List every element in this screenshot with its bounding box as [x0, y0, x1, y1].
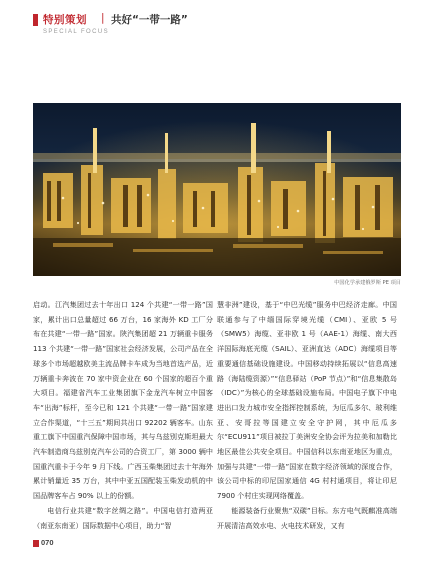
left-paragraph-2: 电信行业共建“数字丝绸之路”。中国电信打造两亚（南亚东南亚）国际数据中心项目，助力“智 [33, 505, 213, 530]
topic-title: 共好“一带一路” [111, 14, 188, 26]
photo-caption: 中国化学承建俄罗斯 PE 项目 [334, 280, 401, 286]
header-separator: | [101, 12, 105, 24]
page-header [33, 10, 413, 42]
page-number: 070 [41, 538, 54, 547]
refinery-night-photo [33, 103, 401, 276]
section-marker [33, 14, 38, 26]
left-column [33, 298, 213, 533]
section-title: 特别策划 [43, 14, 87, 26]
right-paragraph-1: 慧非洲”建设，基于“中巴光缆”服务中巴经济走廊。中国联通参与了中缅国际穿境光缆（CMI）、亚欧 5 号（SMW5）海缆、亚非欧 1 号（AAE-1）海缆、南大西洋国际海底光缆（SAIL）、亚洲直达（ADC）海缆项目等重要通信基础设施建设。中国移动持续拓展以“信息高速路（海陆缆资源）”“信息驿站（PoP 节点）”和“信息集散岛（IDC）”为核心的全球基础设施布局。中国电子旗下中电进出口发力城市安全指挥控制系统，为厄瓜多尔、玻利维亚、安哥拉等国建立安全守护网，其中厄瓜多尔“ECU911”项目被拉丁美洲安全协会评为拉美和加勒比地区最佳公共安全项目。中国信科以东南亚地区为重点，加强与共建“一带一路”国家在数字经济领域的深度合作，该公司中标的印尼国家通信 4G 村村通项目，将让印尼 7900 个村庄实现网络覆盖。 [217, 300, 397, 501]
page-number-marker [33, 540, 39, 547]
section-english-title: SPECIAL FOCUS [43, 29, 109, 35]
left-paragraph-1: 启动。江汽集团过去十年出口 124 个共建“一带一路”国家，累计出口总量超过 66 万台，16 家海外 KD 工厂分布在共建“一带一路”国家。陕汽集团超 21 万辆重卡服务 113 个共建“一带一路”国家社会经济发展，公司产品在全球多个市场超越欧美主流品牌卡车成为当地首选产品，近万辆重卡奔波在 70 家中资企业在 60 个国家的超百个重大项目。福建省汽车工业集团旗下金龙汽车树立中国客车“出海”标杆，至今已和 121 个共建“一带一路”国家建立合作渠道，“十三五”期间共出口 92202 辆客车。山东重工旗下中国重汽保障中国市场，其与乌兹别克斯坦最大汽车制造商乌兹别克汽车公司的合资工厂，第 3000 辆中国重汽重卡于今年 9 月下线。广西玉柴集团过去十年海外累计销量近 35 万台，其中中亚五国配装玉柴发动机的中国品牌客车占 90% 以上的份额。 [33, 300, 213, 501]
right-paragraph-2: 能源装备行业聚焦“双碳”目标。东方电气既麒准高端开展清洁高效水电、火电技术研发，又有 [217, 505, 397, 530]
right-column [217, 298, 397, 533]
